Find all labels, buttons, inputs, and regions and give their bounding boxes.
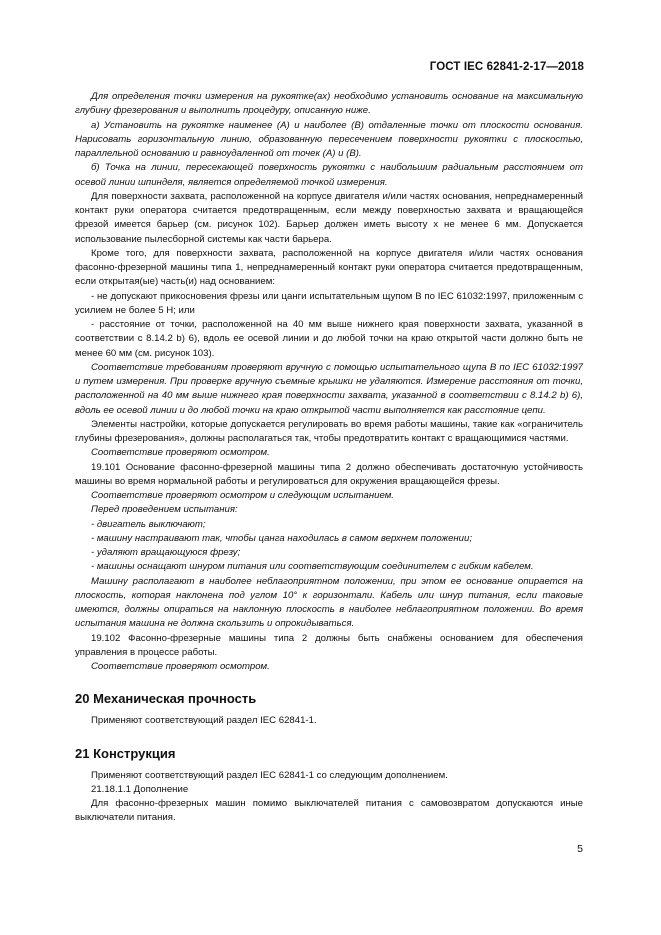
paragraph: Для определения точки измерения на рукоятке(ах) необходимо установить основание на максимальную глубину фрезерования и выполнить процедуру, описанную ниже. <box>75 91 583 117</box>
paragraph: Соответствие проверяют осмотром. <box>91 661 270 672</box>
paragraph: Соответствие проверяют осмотром и следующим испытанием. <box>91 490 394 501</box>
section-21-text-3: Для фасонно-фрезерных машин помимо выключателей питания с самовозвратом допускаются иные выключатели питания. <box>75 798 583 824</box>
paragraph: - не допускают прикосновения фрезы или цанги испытательным щупом В по IEC 61032:1997, приложенным с усилием не более 5 Н; или <box>75 290 583 316</box>
section-21-text-1: Применяют соответствующий раздел IEC 62841-1 со следующим дополнением. <box>91 769 448 781</box>
paragraph: 19.102 Фасонно-фрезерные машины типа 2 должны быть снабжены основанием для обеспечения управления в процессе работы. <box>75 632 583 658</box>
paragraph-list <box>75 90 583 674</box>
paragraph: - машины оснащают шнуром питания или соответствующим соединителем с гибким кабелем. <box>91 561 534 573</box>
paragraph: - удаляют вращающуюся фрезу; <box>91 547 241 558</box>
paragraph: а) Установить на рукоятке наименее (А) и наиболее (В) отдаленные точки от плоскости основания. Нарисовать горизонтальную линию, образованную пересечением поверхности рукоятки с плоскостью, параллельной основанию и равноудаленной от точек (А) и (В). <box>75 119 583 159</box>
paragraph: б) Точка на линии, пересекающей поверхность рукоятки с наибольшим радиальным расстоянием от осевой линии шпинделя, является определяемой точкой измерения. <box>75 162 583 188</box>
paragraph: Для поверхности захвата, расположенной на корпусе двигателя и/или частях основания, непреднамеренный контакт руки оператора считается предотвращенным, если между поверхностью захвата и вращающейся фрезой имеется барьер (см. рисунок 102). Барьер должен иметь высоту x не менее 6 мм. Допускается использование пылесборной системы как части барьера. <box>75 190 583 245</box>
section-20-heading: 20 Механическая прочность <box>75 691 257 707</box>
document-code-header: ГОСТ IEC 62841-2-17—2018 <box>429 61 584 73</box>
paragraph: Соответствие требованиям проверяют вручную с помощью испытательного щупа В по IEC 61032:1997 и путем измерения. При проверке вручную съемные крышки не удаляются. Измерение расстояния от точки, расположенной на 40 мм выше нижнего края поверхности захвата, указанной в соответствии с 8.14.2 b) 6), вдоль ее осевой линии и до любой точки на краю открытой части выполняется как расстояние цепи. <box>75 361 583 416</box>
page-number: 5 <box>577 843 583 855</box>
document-body <box>75 90 583 826</box>
paragraph: - расстояние от точки, расположенной на 40 мм выше нижнего края поверхности захвата, указанной в соответствии с 8.14.2 b) 6), вдоль ее осевой линии и до любой точки на краю открытой части должно быть не менее 60 мм (см. рисунок 103). <box>75 319 583 359</box>
section-21-subclause: 21.18.1.1 Дополнение <box>91 783 189 795</box>
section-20-text: Применяют соответствующий раздел IEC 62841-1. <box>91 715 317 727</box>
paragraph: Кроме того, для поверхности захвата, расположенной на корпусе двигателя и/или частях основания фасонно-фрезерной машины типа 1, непреднамеренный контакт руки оператора считается предотвращенным, если открытая(ые) часть(и) над основанием: <box>75 247 583 288</box>
section-21-heading: 21 Конструкция <box>75 745 176 761</box>
paragraph: - машину настраивают так, чтобы цанга находилась в самом верхнем положении; <box>91 532 473 544</box>
paragraph: Машину располагают в наиболее неблагоприятном положении, при этом ее основание опирается на плоскость, которая наклонена под углом 10° к горизонтали. Кабель или шнур питания, если таковые имеются, должны опираться на наклонную плоскость в наиболее неблагоприятном положении. Во время испытания машина не должна скользить и опрокидываться. <box>75 575 583 630</box>
paragraph: Элементы настройки, которые допускается регулировать во время работы машины, такие как «ограничитель глубины фрезерования», должны располагаться так, чтобы предотвратить контакт с вращающимися частями. <box>75 418 583 444</box>
paragraph: 19.101 Основание фасонно-фрезерной машины типа 2 должно обеспечивать достаточную устойчивость машины во время нормальной работы и регулироваться для окружения вращающейся фрезы. <box>75 461 583 487</box>
paragraph: Перед проведением испытания: <box>91 504 238 516</box>
paragraph: Соответствие проверяют осмотром. <box>91 447 270 459</box>
paragraph: - двигатель выключают; <box>91 518 206 530</box>
